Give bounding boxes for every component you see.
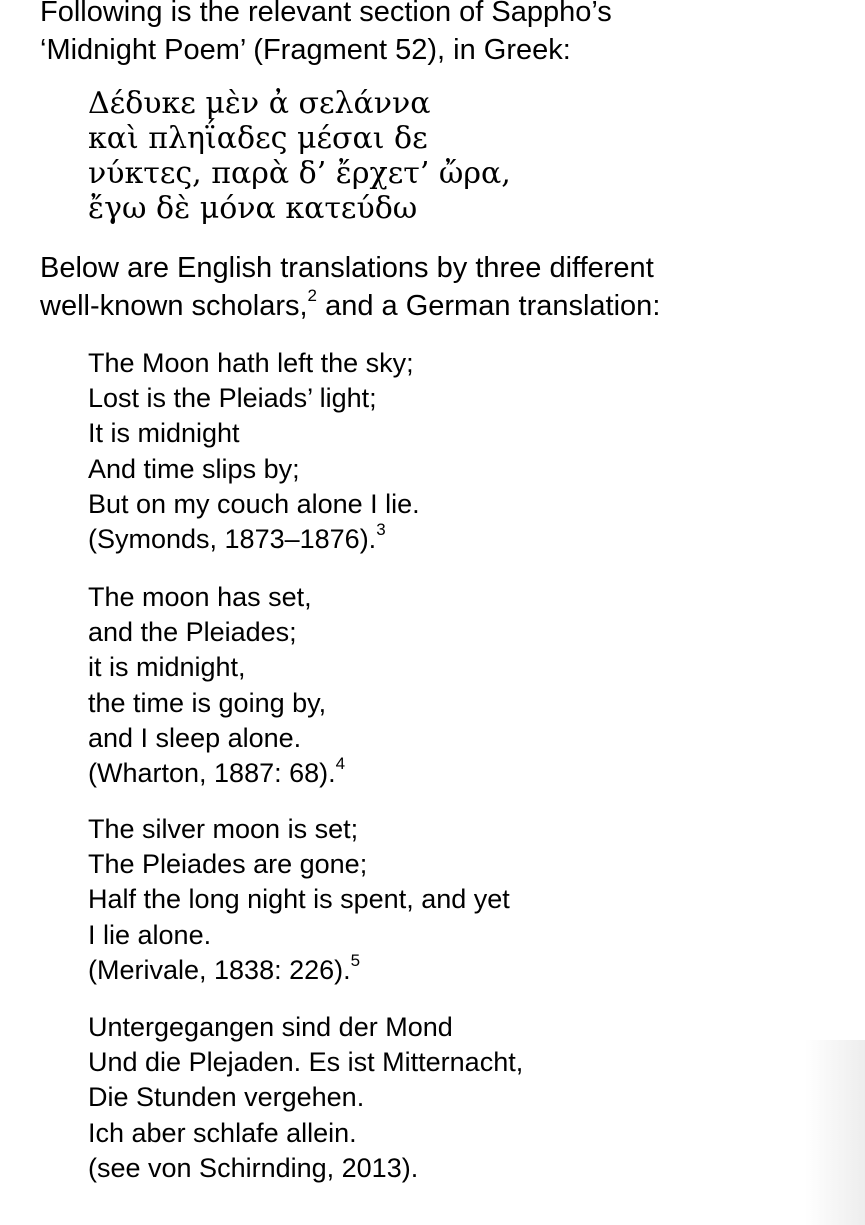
poem-line: The silver moon is set; bbox=[88, 814, 359, 844]
footnote-marker[interactable]: 4 bbox=[335, 754, 346, 774]
poem-line: Lost is the Pleiads’ light; bbox=[88, 383, 377, 414]
word: Following bbox=[40, 0, 163, 28]
word: are bbox=[127, 252, 169, 284]
greek-line: νύκτες, παρὰ δ’ ἔρχετ’ ὤρα, bbox=[88, 156, 511, 191]
citation-line bbox=[88, 756, 345, 791]
citation-line bbox=[88, 950, 510, 988]
citation: (Wharton, 1887: 68). bbox=[88, 758, 336, 789]
greek-line: ἔγω δὲ μόνα κατεύδω bbox=[88, 191, 418, 226]
word: three bbox=[475, 252, 542, 284]
transition-line-1 bbox=[40, 249, 770, 287]
citation-line bbox=[88, 522, 420, 557]
translation-merivale bbox=[88, 812, 510, 988]
transition-line-2 bbox=[40, 287, 770, 325]
intro-line-2: ‘Midnight Poem’ (Fragment 52), in Greek: bbox=[40, 34, 571, 66]
poem-line: Untergegangen sind der Mond bbox=[88, 1012, 453, 1042]
translation-wharton bbox=[88, 580, 345, 791]
word: section bbox=[359, 0, 452, 28]
word: the bbox=[199, 0, 240, 28]
word: relevant bbox=[247, 0, 352, 28]
poem-line: Die Stunden vergehen. bbox=[88, 1082, 365, 1113]
poem-line: Ich aber schlafe allein. bbox=[88, 1117, 357, 1148]
greek-poem bbox=[88, 86, 511, 226]
word: is bbox=[170, 0, 192, 28]
transition-text: and a German translation: bbox=[317, 290, 661, 322]
translation-german bbox=[88, 1010, 523, 1186]
citation: (see von Schirnding, 2013). bbox=[88, 1152, 419, 1183]
translation-symonds bbox=[88, 346, 420, 557]
transition-paragraph bbox=[40, 249, 770, 325]
poem-line: And time slips by; bbox=[88, 453, 300, 484]
poem-line: Half the long night is spent, and yet bbox=[88, 884, 510, 915]
greek-line: καὶ πληΐαδες μέσαι δε bbox=[88, 121, 428, 156]
poem-line: the time is going by, bbox=[88, 687, 327, 718]
page-edge-shadow bbox=[805, 1040, 865, 1225]
greek-line: Δέδυκε μὲν ἀ σελάννα bbox=[88, 86, 431, 121]
intro-line-1 bbox=[40, 0, 770, 31]
word: different bbox=[549, 252, 654, 284]
poem-line: The moon has set, bbox=[88, 582, 312, 612]
poem-line: and I sleep alone. bbox=[88, 722, 302, 753]
word: Below bbox=[40, 252, 119, 284]
word: translations bbox=[280, 252, 429, 284]
footnote-marker[interactable]: 3 bbox=[376, 520, 386, 540]
poem-line: The Pleiades are gone; bbox=[88, 849, 368, 880]
word: Sappho’s bbox=[491, 0, 612, 28]
word: of bbox=[459, 0, 484, 28]
intro-paragraph bbox=[40, 0, 770, 69]
footnote-marker[interactable]: 2 bbox=[307, 286, 318, 306]
poem-line: it is midnight, bbox=[88, 652, 246, 683]
footnote-marker[interactable]: 5 bbox=[350, 950, 361, 970]
citation: (Symonds, 1873–1876). bbox=[88, 524, 377, 555]
poem-line: and the Pleiades; bbox=[88, 617, 297, 648]
transition-text: well-known scholars, bbox=[40, 290, 308, 322]
poem-line: It is midnight bbox=[88, 418, 240, 449]
word: English bbox=[177, 252, 273, 284]
poem-line: But on my couch alone I lie. bbox=[88, 488, 420, 519]
citation-line bbox=[88, 1151, 523, 1186]
citation: (Merivale, 1838: 226). bbox=[88, 954, 351, 985]
poem-line: The Moon hath left the sky; bbox=[88, 348, 414, 378]
poem-line: Und die Plejaden. Es ist Mitternacht, bbox=[88, 1047, 524, 1078]
poem-line: I lie alone. bbox=[88, 919, 212, 950]
word: by bbox=[436, 252, 468, 284]
